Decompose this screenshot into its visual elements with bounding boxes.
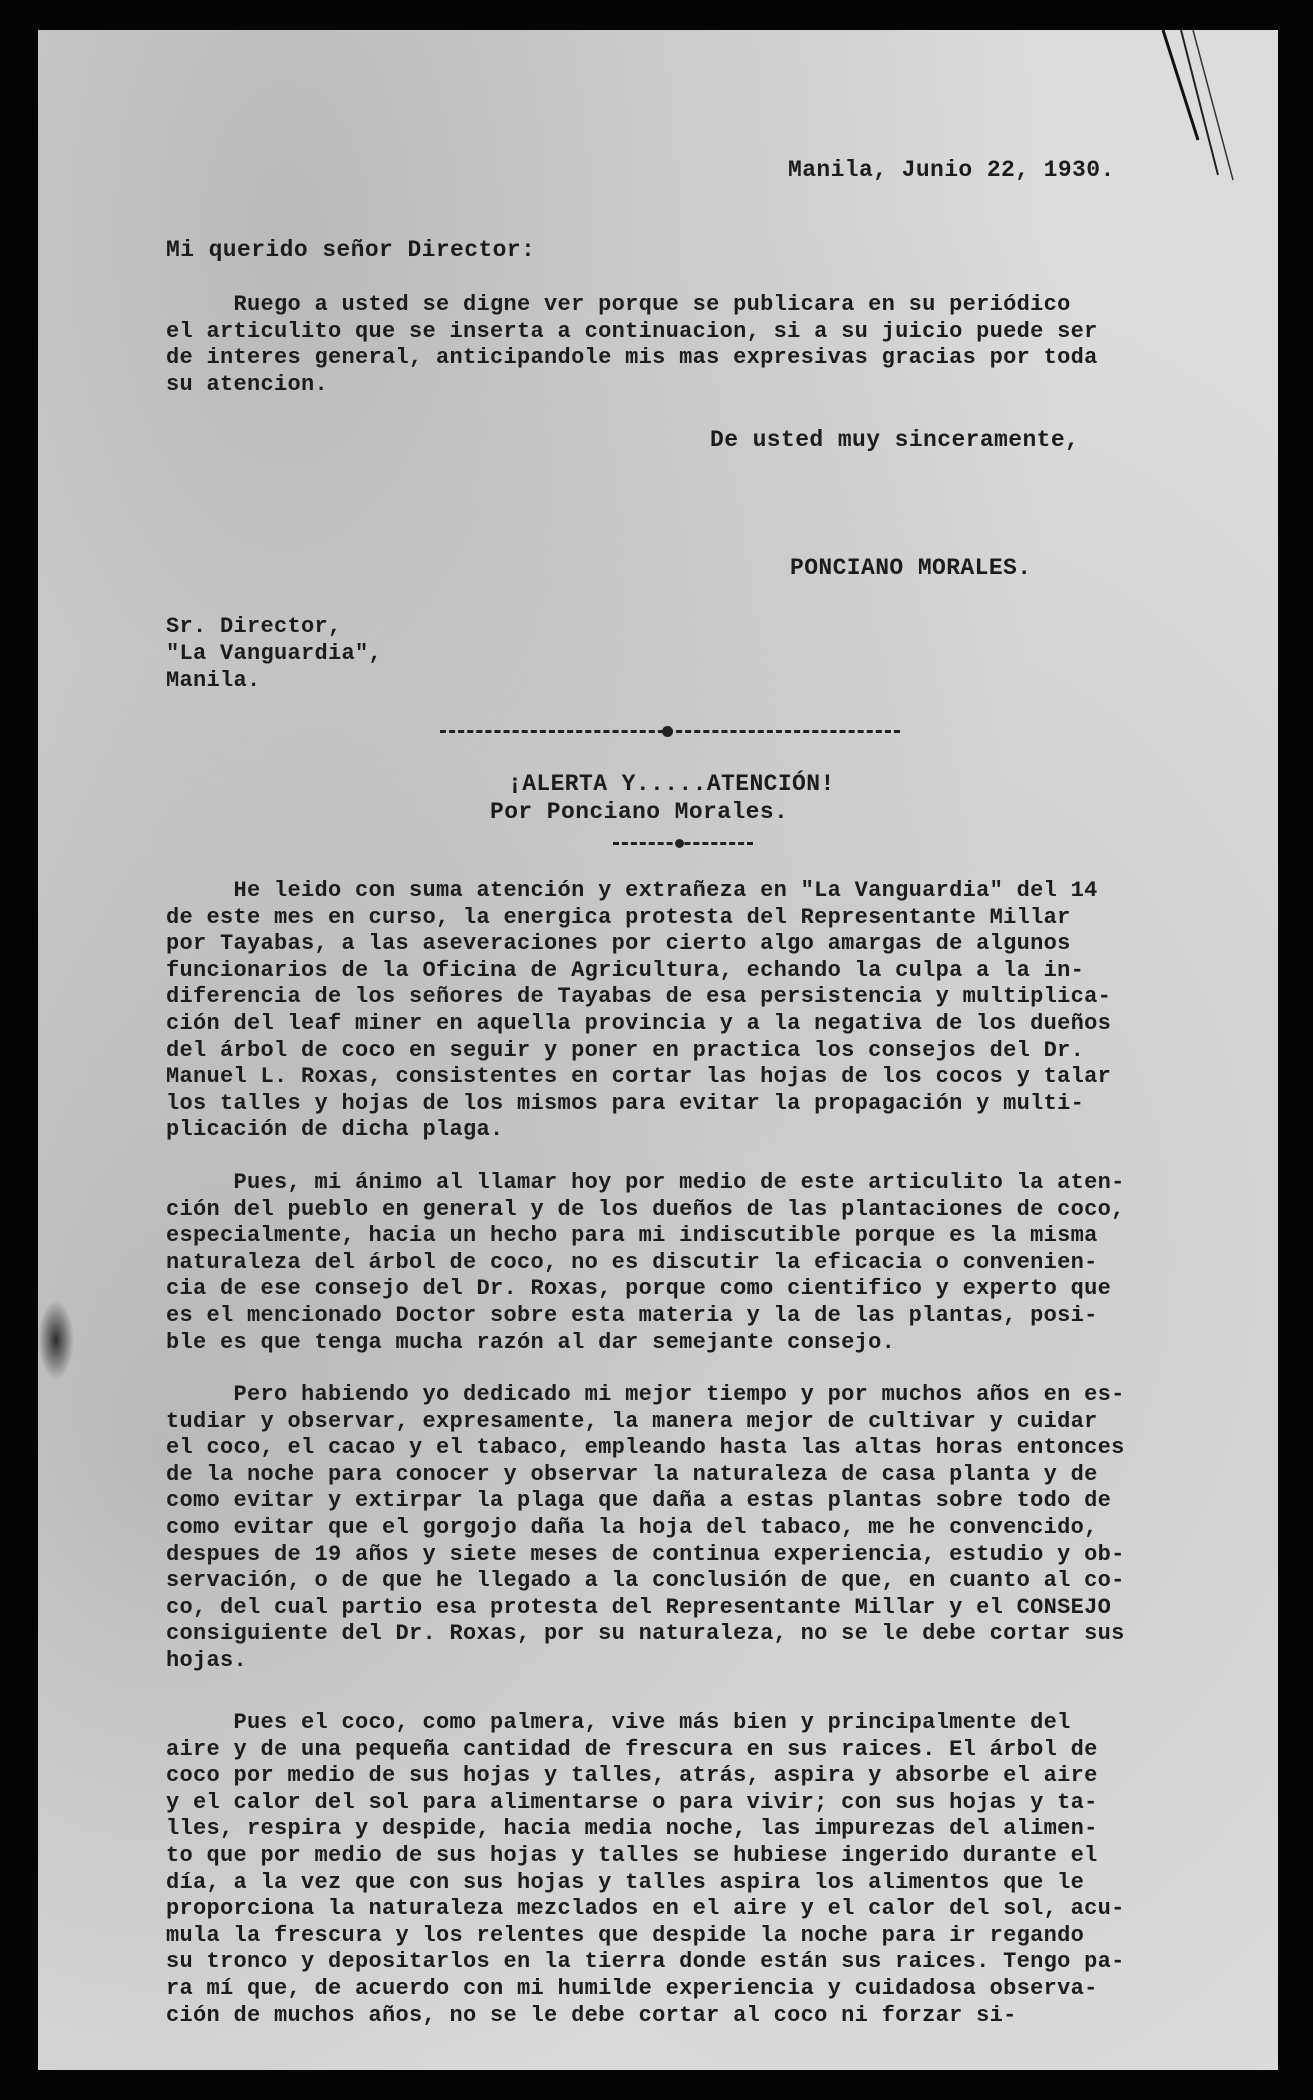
letter-salutation: Mi querido señor Director: (166, 237, 536, 263)
paragraph-line: He leido con suma atención y extrañeza en "La Vanguardia" del 14 (166, 878, 1098, 903)
letter-body-line: Ruego a usted se digne ver porque se publicara en su periódico (166, 292, 1071, 317)
paragraph-line: ción del pueblo en general y de los dueños de las plantaciones de coco, (166, 1196, 1125, 1222)
paragraph-line: servación, o de que he llegado a la conclusión de que, en cuanto al co- (166, 1568, 1125, 1594)
paragraph-line: Pero habiendo yo dedicado mi mejor tiempo y por muchos años en es- (166, 1382, 1125, 1407)
paragraph-line: de la noche para conocer y observar la naturaleza de casa planta y de (166, 1461, 1098, 1487)
paragraph-line: aire y de una pequeña cantidad de frescura en sus raices. El árbol de (166, 1736, 1098, 1762)
article-byline: Por Ponciano Morales. (490, 799, 789, 825)
paragraph-line: lles, respira y despide, hacia media noche, las impurezas del alimen- (166, 1816, 1098, 1842)
letter-date: Manila, Junio 22, 1930. (788, 157, 1115, 183)
paragraph-line: tudiar y observar, expresamente, la manera mejor de cultivar y cuidar (166, 1408, 1098, 1434)
article-paragraph-2 (166, 1170, 1125, 1356)
paragraph-line: de este mes en curso, la energica protesta del Representante Millar (166, 904, 1071, 930)
paragraph-line: por Tayabas, a las aseveraciones por cierto algo amargas de algunos (166, 931, 1071, 957)
paragraph-line: proporciona la naturaleza mezclados en el aire y el calor del sol, acu- (166, 1896, 1125, 1922)
recipient-line: "La Vanguardia", (166, 641, 383, 666)
paragraph-line: naturaleza del árbol de coco, no es discutir la eficacia o convenien- (166, 1249, 1098, 1275)
letter-closing: De usted muy sinceramente, (710, 427, 1080, 453)
paragraph-line: es el mencionado Doctor sobre esta materia y la de las plantas, posi- (166, 1302, 1098, 1328)
divider-dot (662, 726, 673, 737)
paragraph-line: como evitar que el gorgojo daña la hoja del tabaco, me he convencido, (166, 1514, 1098, 1540)
paragraph-line: Pues, mi ánimo al llamar hoy por medio de este articulito la aten- (166, 1170, 1125, 1195)
paragraph-line: su tronco y depositarlos en la tierra donde están sus raices. Tengo pa- (166, 1949, 1125, 1975)
letter-body-line: su atencion. (166, 371, 329, 397)
letter-body-line: de interes general, anticipandole mis mas expresivas gracias por toda (166, 345, 1098, 371)
paragraph-line: co, del cual partio esa protesta del Representante Millar y el CONSEJO (166, 1594, 1112, 1620)
paragraph-line: coco por medio de sus hojas y talles, atrás, aspira y absorbe el aire (166, 1763, 1098, 1789)
article-paragraph-3 (166, 1382, 1125, 1675)
paragraph-line: los talles y hojas de los mismos para evitar la propagación y multi- (166, 1090, 1085, 1116)
recipient-line: Sr. Director, (166, 614, 342, 639)
paragraph-line: ción de muchos años, no se le debe cortar al coco ni forzar si- (166, 2002, 1017, 2028)
paragraph-line: ble es que tenga mucha razón al dar semejante consejo. (166, 1329, 896, 1355)
title-divider (613, 842, 753, 845)
letter-body (166, 292, 1098, 398)
paragraph-line: Manuel L. Roxas, consistentes en cortar las hojas de los cocos y talar (166, 1064, 1112, 1090)
paragraph-line: del árbol de coco en seguir y poner en practica los consejos del Dr. (166, 1037, 1085, 1063)
ink-blot (38, 1300, 74, 1380)
paragraph-line: diferencia de los señores de Tayabas de esa persistencia y multiplica- (166, 984, 1112, 1010)
paragraph-line: hojas. (166, 1647, 248, 1673)
paragraph-line: cia de ese consejo del Dr. Roxas, porque como cientifico y experto que (166, 1276, 1112, 1302)
paragraph-line: despues de 19 años y siete meses de continua experiencia, estudio y ob- (166, 1541, 1125, 1567)
recipient-line: Manila. (166, 668, 261, 693)
paragraph-line: Pues el coco, como palmera, vive más bien y principalmente del (166, 1710, 1071, 1735)
letter-signature: PONCIANO MORALES. (790, 555, 1032, 581)
article-title: ¡ALERTA Y.....ATENCIÓN! (508, 771, 835, 797)
section-divider (440, 730, 900, 733)
letter-body-line: el articulito que se inserta a continuacion, si a su juicio puede ser (166, 318, 1098, 344)
paragraph-line: plicación de dicha plaga. (166, 1117, 504, 1143)
paragraph-line: como evitar y extirpar la plaga que daña a estas plantas sobre todo de (166, 1488, 1112, 1514)
article-paragraph-4 (166, 1710, 1125, 2029)
scratch-marks (1123, 30, 1243, 190)
paragraph-line: especialmente, hacia un hecho para mi indiscutible porque es la misma (166, 1223, 1098, 1249)
paragraph-line: funcionarios de la Oficina de Agricultura, echando la culpa a la in- (166, 957, 1085, 983)
paragraph-line: ción del leaf miner en aquella provincia y a la negativa de los dueños (166, 1010, 1112, 1036)
paragraph-line: y el calor del sol para alimentarse o para vivir; con sus hojas y ta- (166, 1789, 1098, 1815)
paragraph-line: mula la frescura y los relentes que despide la noche para ir regando (166, 1922, 1085, 1948)
letter-recipient (166, 613, 382, 694)
paragraph-line: ra mí que, de acuerdo con mi humilde experiencia y cuidadosa observa- (166, 1975, 1098, 2001)
paragraph-line: el coco, el cacao y el tabaco, empleando hasta las altas horas entonces (166, 1435, 1125, 1461)
paragraph-line: día, a la vez que con sus hojas y talles aspira los alimentos que le (166, 1869, 1085, 1895)
paragraph-line: consiguiente del Dr. Roxas, por su naturaleza, no se le debe cortar sus (166, 1621, 1125, 1647)
document-page (38, 30, 1278, 2070)
article-paragraph-1 (166, 878, 1111, 1144)
paragraph-line: to que por medio de sus hojas y talles se hubiese ingerido durante el (166, 1842, 1098, 1868)
divider-dot (675, 839, 684, 848)
